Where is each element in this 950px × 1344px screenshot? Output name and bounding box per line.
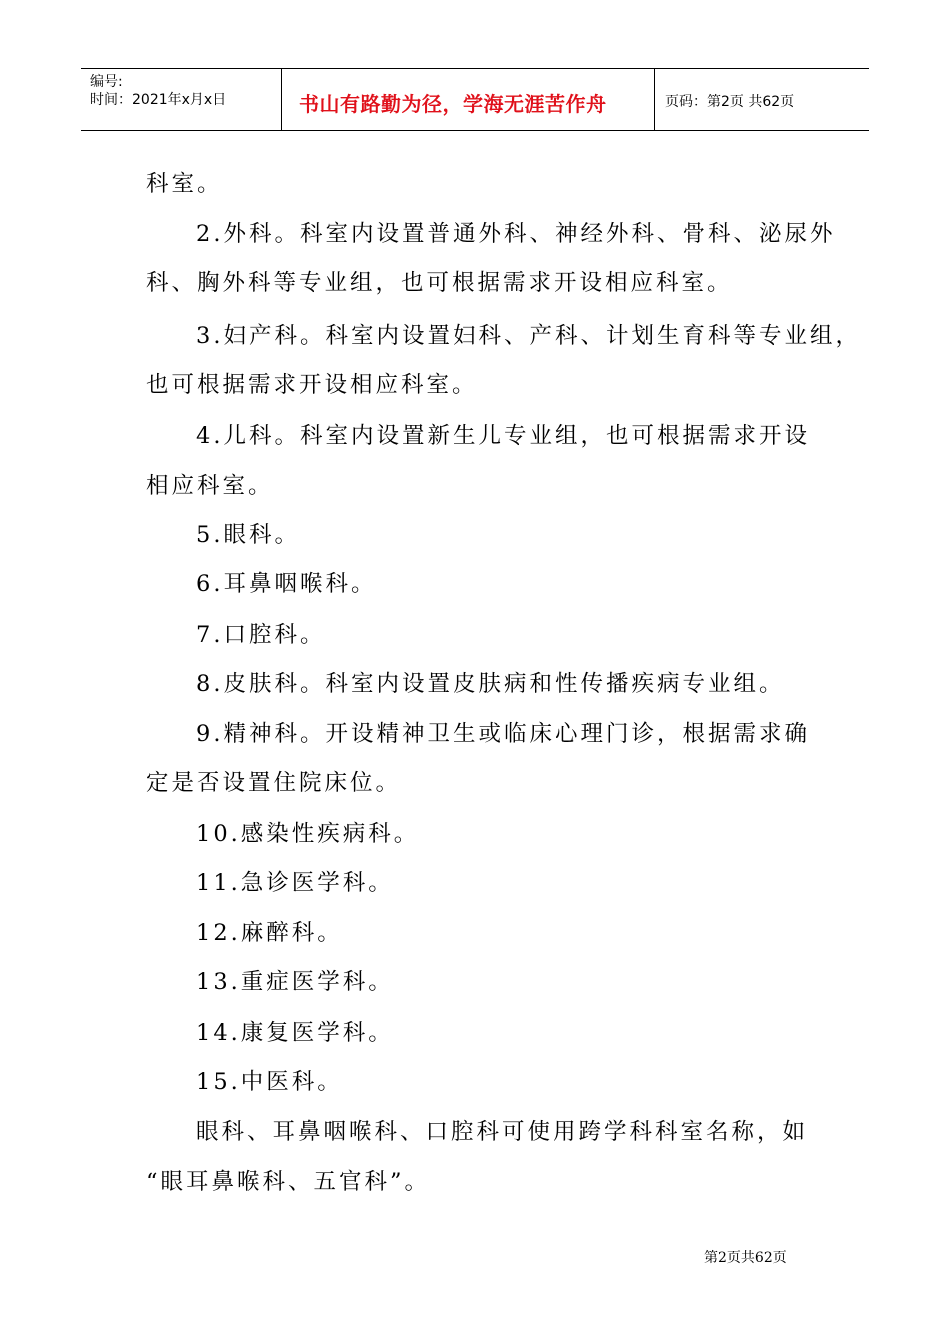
page-footer: 第2页共62页 <box>704 1250 787 1266</box>
paragraph-line: 9.精神科。开设精神卫生或临床心理门诊，根据需求确 <box>196 721 810 747</box>
header-motto: 书山有路勤为径，学海无涯苦作舟 <box>299 92 607 116</box>
paragraph-line: 3.妇产科。科室内设置妇科、产科、计划生育科等专业组， <box>196 323 861 349</box>
paragraph-line: 6.耳鼻咽喉科。 <box>196 571 377 597</box>
paragraph-line: 15.中医科。 <box>196 1069 343 1095</box>
paragraph-line: 4.儿科。科室内设置新生儿专业组，也可根据需求开设 <box>196 423 810 449</box>
paragraph-line: 眼科、耳鼻咽喉科、口腔科可使用跨学科科室名称，如 <box>196 1119 809 1145</box>
paragraph-line: 8.皮肤科。科室内设置皮肤病和性传播疾病专业组。 <box>196 671 785 697</box>
paragraph-line: 定是否设置住院床位。 <box>146 770 402 796</box>
paragraph-line: 11.急诊医学科。 <box>196 870 394 896</box>
paragraph-line: 14.康复医学科。 <box>196 1020 394 1046</box>
paragraph-line: 科、胸外科等专业组，也可根据需求开设相应科室。 <box>146 270 733 296</box>
document-time-label: 时间：2021年x月x日 <box>90 92 227 108</box>
paragraph-line: 7.口腔科。 <box>196 622 326 648</box>
paragraph-line: 13.重症医学科。 <box>196 969 394 995</box>
paragraph-line: 相应科室。 <box>146 473 274 499</box>
document-number-label: 编号: <box>90 74 123 90</box>
paragraph-line: 科室。 <box>146 171 223 197</box>
header-page-info: 页码：第2页 共62页 <box>665 94 795 110</box>
paragraph-line: 5.眼科。 <box>196 522 300 548</box>
paragraph-line: 也可根据需求开设相应科室。 <box>146 372 478 398</box>
paragraph-line: 12.麻醉科。 <box>196 920 343 946</box>
paragraph-line: “眼耳鼻喉科、五官科”。 <box>146 1169 431 1195</box>
paragraph-line: 2.外科。科室内设置普通外科、神经外科、骨科、泌尿外 <box>196 221 836 247</box>
paragraph-line: 10.感染性疾病科。 <box>196 821 420 847</box>
